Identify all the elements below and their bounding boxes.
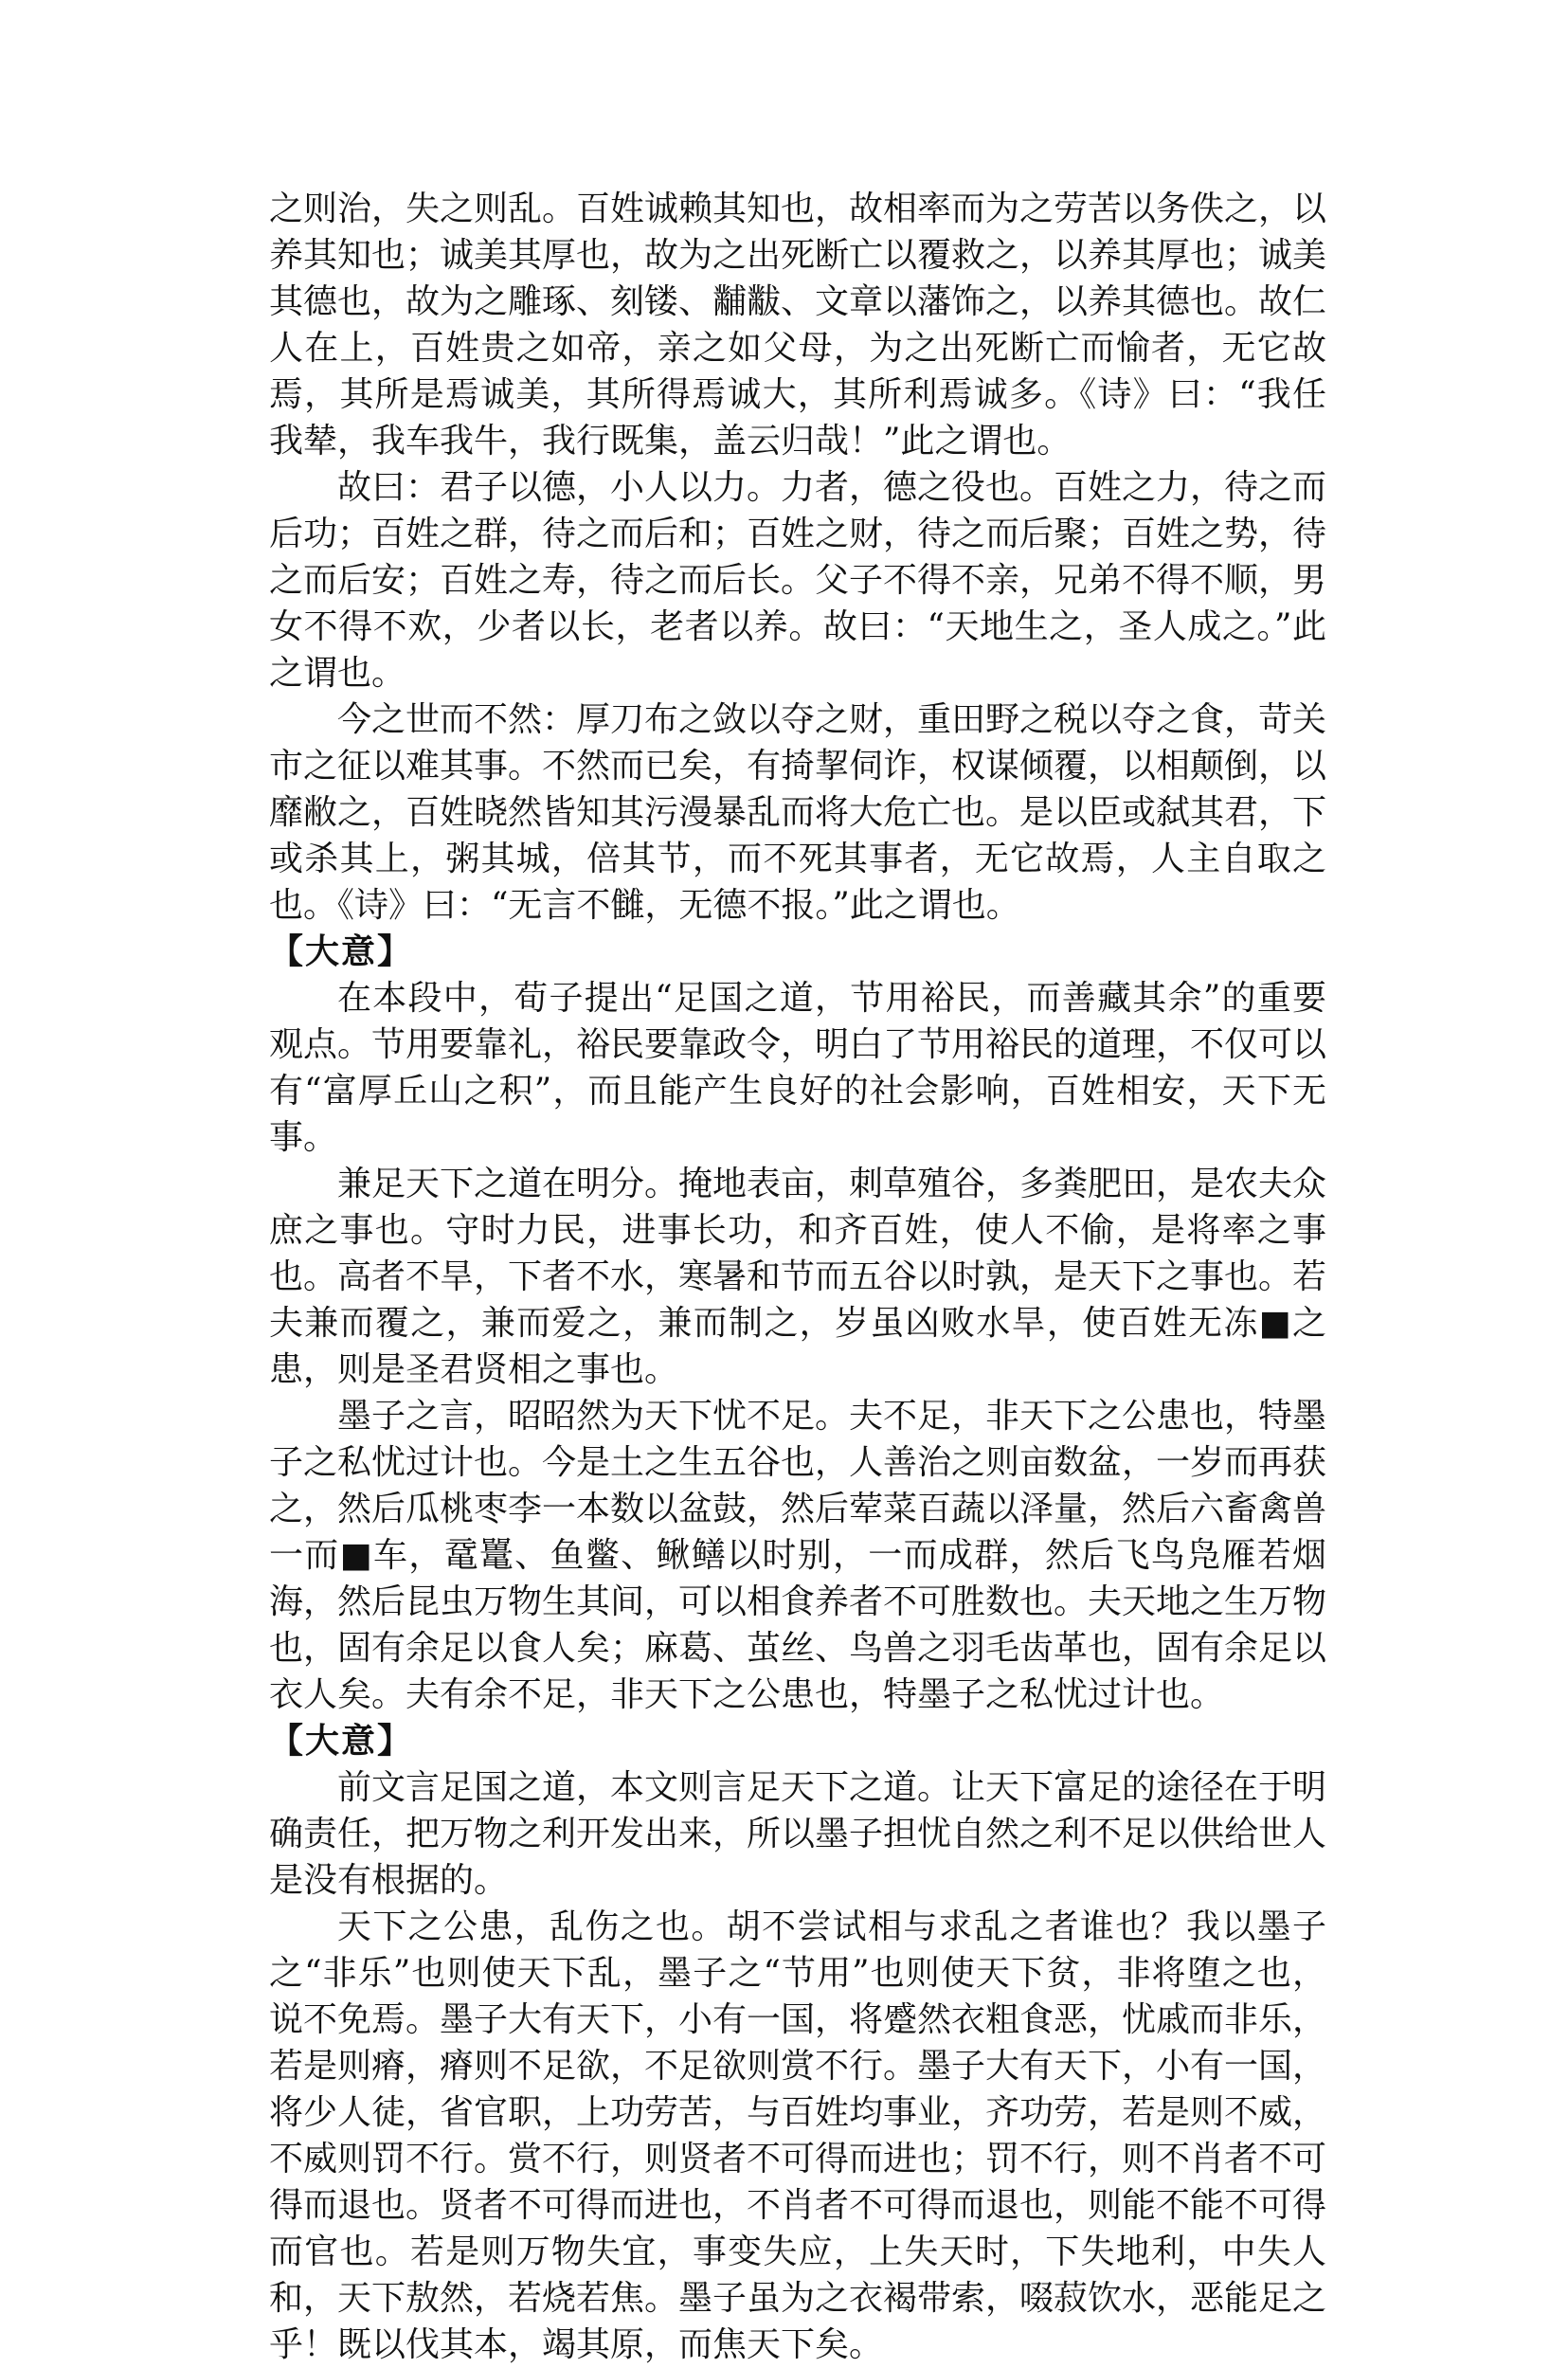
paragraph: 墨子之言，昭昭然为天下忧不足。夫不足，非天下之公患也，特墨子之私忧过计也。今是土之生五谷也，人善治之则亩数盆，一岁而再获之，然后瓜桃枣李一本数以盆鼓，然后荤菜百蔬以泽量，然后六畜禽兽一而■车，鼋鼍、鱼鳖、鳅鳝以时别，一而成群，然后飞鸟凫雁若烟海，然后昆虫万物生其间，可以相食养者不可胜数也。夫天地之生万物也，固有余足以食人矣；麻葛、茧丝、鸟兽之羽毛齿革也，固有余足以衣人矣。夫有余不足，非天下之公患也，特墨子之私忧过计也。 [269, 1397, 1327, 1714]
paragraph: 在本段中，荀子提出“足国之道，节用裕民，而善藏其余”的重要观点。节用要靠礼，裕民要靠政令，明白了节用裕民的道理，不仅可以有“富厚丘山之积”，而且能产生良好的社会影响，百姓相安，天下无事。 [269, 979, 1327, 1157]
paragraph: 今之世而不然：厚刀布之敛以夺之财，重田野之税以夺之食，苛关市之征以难其事。不然而已矣，有掎挈伺诈，权谋倾覆，以相颠倒，以靡敝之，百姓晓然皆知其污漫暴乱而将大危亡也。是以臣或弑其君，下或杀其上，粥其城，倍其节，而不死其事者，无它故焉，人主自取之也。《诗》曰：“无言不雠，无德不报。”此之谓也。 [269, 700, 1327, 925]
text-column [269, 186, 1326, 2368]
paragraph: 前文言足国之道，本文则言足天下之道。让天下富足的途径在于明确责任，把万物之利开发出来，所以墨子担忧自然之利不足以供给世人是没有根据的。 [269, 1768, 1327, 1900]
paragraph: 兼足天下之道在明分。掩地表亩，刺草殖谷，多粪肥田，是农夫众庶之事也。守时力民，进事长功，和齐百姓，使人不偷，是将率之事也。高者不旱，下者不水，寒暑和节而五谷以时孰，是天下之事也。若夫兼而覆之，兼而爱之，兼而制之，岁虽凶败水旱，使百姓无冻■之患，则是圣君贤相之事也。 [269, 1165, 1327, 1389]
section-heading-dayi: 【大意】 [269, 1722, 414, 1761]
section-heading-dayi: 【大意】 [269, 932, 414, 971]
paragraph: 之则治，失之则乱。百姓诚赖其知也，故相率而为之劳苦以务佚之，以养其知也；诚美其厚也，故为之出死断亡以覆救之，以养其厚也；诚美其德也，故为之雕琢、刻镂、黼黻、文章以藩饰之，以养其德也。故仁人在上，百姓贵之如帝，亲之如父母，为之出死断亡而愉者，无它故焉，其所是焉诚美，其所得焉诚大，其所利焉诚多。《诗》曰：“我任我辇，我车我牛，我行既集，盖云归哉！”此之谓也。 [269, 190, 1327, 461]
paragraph: 故曰：君子以德，小人以力。力者，德之役也。百姓之力，待之而后功；百姓之群，待之而后和；百姓之财，待之而后聚；百姓之势，待之而后安；百姓之寿，待之而后长。父子不得不亲，兄弟不得不顺，男女不得不欢，少者以长，老者以养。故曰：“天地生之，圣人成之。”此之谓也。 [269, 468, 1327, 693]
paragraph: 天下之公患，乱伤之也。胡不尝试相与求乱之者谁也？我以墨子之“非乐”也则使天下乱，墨子之“节用”也则使天下贫，非将堕之也，说不免焉。墨子大有天下，小有一国，将蹙然衣粗食恶，忧戚而非乐，若是则瘠，瘠则不足欲，不足欲则赏不行。墨子大有天下，小有一国，将少人徒，省官职，上功劳苦，与百姓均事业，齐功劳，若是则不威，不威则罚不行。赏不行，则贤者不可得而进也；罚不行，则不肖者不可得而退也。贤者不可得而进也，不肖者不可得而退也，则能不能不可得而官也。若是则万物失宜，事变失应，上失天时，下失地利，中失人和，天下敖然，若烧若焦。墨子虽为之衣褐带索，啜菽饮水，恶能足之乎！既以伐其本，竭其原，而焦天下矣。 [269, 1907, 1327, 2364]
